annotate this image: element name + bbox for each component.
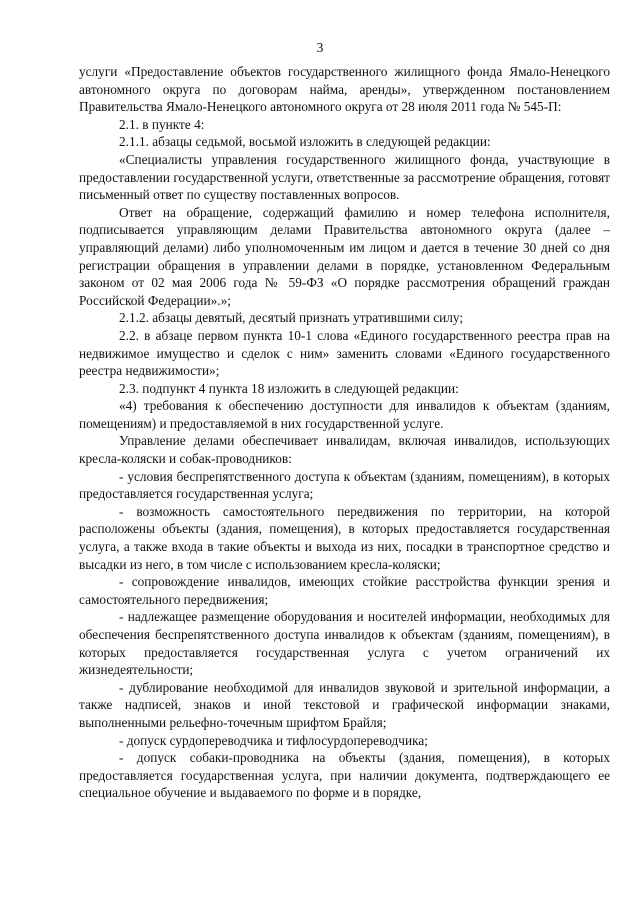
paragraph-item-2-1-2: 2.1.2. абзацы девятый, десятый признать утратившими силу; <box>119 310 464 326</box>
list-item-access-conditions: - условия беспрепятственного доступа к объектам (зданиям, помещениям), в которых предоставляется государственная услуга; <box>79 468 610 502</box>
paragraph-item-2-2: 2.2. в абзаце первом пункта 10-1 слова «Единого государственного реестра прав на недвижимое имущество и сделок с ним» заменить словами «Единого государственного реестра недвижимости»; <box>79 327 610 379</box>
paragraph-answer: Ответ на обращение, содержащий фамилию и номер телефона исполнителя, подписывается управляющим делами Правительства автономного округа (далее – управляющий делами) либо уполномоченным им лицом и дается в течение 30 дней со дня регистрации обращения в управлении делами в порядке, установленном Федеральным законом от 02 мая 2006 года № 59-ФЗ «О порядке рассмотрения обращений граждан Российской Федерации».»; <box>79 204 610 308</box>
paragraph-management: Управление делами обеспечивает инвалидам, включая инвалидов, использующих кресла-коляски и собак-проводников: <box>79 433 610 467</box>
paragraph-specialists: «Специалисты управления государственного жилищного фонда, участвующие в предоставлении государственной услуги, ответственные за рассмотрение обращения, готовят письменный ответ по существу поставленных вопросов. <box>79 151 610 203</box>
list-item-escort: - сопровождение инвалидов, имеющих стойкие расстройства функции зрения и самостоятельного передвижения; <box>79 574 610 607</box>
paragraph-item-2-3: 2.3. подпункт 4 пункта 18 изложить в следующей редакции: <box>119 380 459 396</box>
list-item-duplication: - дублирование необходимой для инвалидов звуковой и зрительной информации, а также надписей, знаков и иной текстовой и графической информации знаками, выполненными рельефно-точечным шрифтом Брайля; <box>79 679 610 730</box>
paragraph-item-2-1-1: 2.1.1. абзацы седьмой, восьмой изложить в следующей редакции: <box>119 134 491 150</box>
page-number: 3 <box>316 40 324 55</box>
list-item-interpreter: - допуск сурдопереводчика и тифлосурдопереводчика; <box>119 732 428 748</box>
paragraph-continuation: услуги «Предоставление объектов государственного жилищного фонда Ямало-Ненецкого автономного округа по договорам найма, аренды», утвержденном постановлением Правительства Ямало-Ненецкого автономного округа от 28 июля 2011 года № 545-П: <box>79 64 610 115</box>
paragraph-item-2-1: 2.1. в пункте 4: <box>119 116 205 132</box>
list-item-equipment: - надлежащее размещение оборудования и носителей информации, необходимых для обеспечения беспрепятственного доступа инвалидов к объектам (зданиям, помещениям), в которых предоставляется государственная услуга с учетом ограничений их жизнедеятельности; <box>79 609 610 678</box>
paragraph-requirements: «4) требования к обеспечению доступности для инвалидов к объектам (зданиям, помещениям) и предоставляемой в них государственной услуге. <box>79 398 610 431</box>
document-body <box>79 63 610 802</box>
list-item-guide-dog: - допуск собаки-проводника на объекты (здания, помещения), в которых предоставляется государственная услуга, при наличии документа, подтверждающего ее специальное обучение и выдаваемого по форме и в порядке, <box>79 750 610 801</box>
list-item-movement: - возможность самостоятельного передвижения по территории, на которой расположены объекты (здания, помещения), в которых предоставляется государственная услуга, а также входа в такие объекты и выхода из них, посадки в транспортное средство и высадки из него, в том числе с использованием кресла-коляски; <box>79 503 610 572</box>
